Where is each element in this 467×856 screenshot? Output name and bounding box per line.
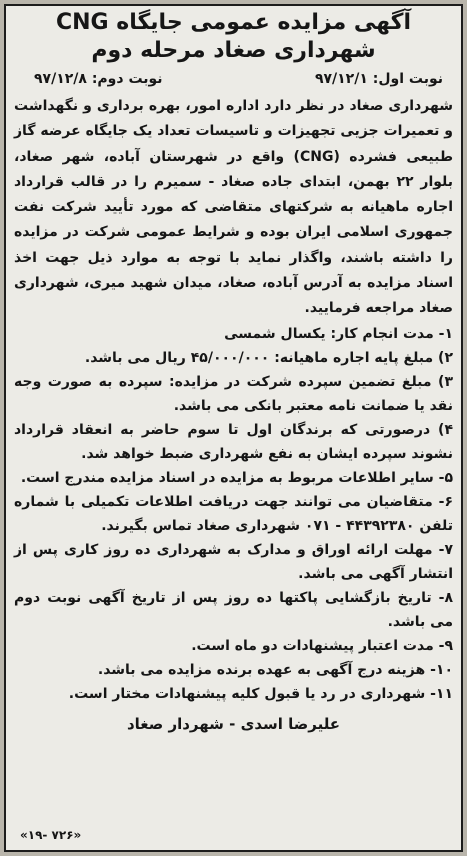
ad-subtitle: شهرداری صغاد مرحله دوم [91,38,376,63]
condition-item: ۲) مبلغ پایه اجاره ماهیانه: ۴۵/۰۰۰/۰۰۰ ریال می باشد. [84,349,453,366]
conditions-list [14,322,453,706]
first-round-date: نوبت اول: ۹۷/۱۲/۱ [314,71,443,87]
condition-item: ۱۱- شهرداری در رد یا قبول کلیه پیشنهادات مختار است. [68,685,453,702]
condition-item: ۱۰- هزینه درج آگهی به عهده برنده مزایده می باشد. [97,661,453,678]
condition-item: ۶- متقاضیان می توانند جهت دریافت اطلاعات تکمیلی با شماره تلفن ۴۴۳۹۲۳۸۰ - ۰۷۱ شهرداری صغاد تماس بگیرند. [14,493,453,534]
condition-item: ۸- تاریخ بازگشایی پاکتها ده روز پس از تاریخ آگهی نوبت دوم می باشد. [14,589,453,630]
ad-title: آگهی مزایده عمومی جایگاه CNG [55,10,412,35]
condition-item: ۷- مهلت ارائه اوراق و مدارک به شهرداری ده روز کاری پس از انتشار آگهی می باشد. [14,541,453,582]
publication-dates [14,68,453,90]
ad-code: «۱۹- ۷۲۶» [20,828,82,842]
second-round-date: نوبت دوم: ۹۷/۱۲/۸ [34,71,163,87]
signature: علیرضا اسدی - شهردار صغاد [126,714,341,733]
condition-item: ۹- مدت اعتبار پیشنهادات دو ماه است. [191,637,453,654]
condition-item: ۵- سایر اطلاعات مربوط به مزایده در اسناد مزایده مندرج است. [20,469,453,486]
advertisement-clipping [4,4,463,852]
intro-paragraph: شهرداری صغاد در نظر دارد اداره امور، بهره برداری و نگهداشت و تعمیرات جزیی تجهیزات و تاسیسات تعداد یک جایگاه عرضه گاز طبیعی فشرده (CNG) واقع در شهرستان آباده، شهر صغاد، بلوار ۲۲ بهمن، ابتدای جاده صغاد - سمیرم را در قالب قرارداد اجاره ماهیانه به شرکتهای متقاضی که مورد تأیید شرکت نفت جمهوری اسلامی ایران بوده و شرایط عمومی شرکت در مزایده را داشته باشند، واگذار نماید با توجه به موارد ذیل جهت اخذ اسناد مزایده به آدرس آباده، صغاد، میدان شهید میری، شهرداری صغاد مراجعه فرمایید. [14,98,454,317]
condition-item: ۱- مدت انجام کار: یکسال شمسی [224,325,453,342]
condition-item: ۳) مبلغ تضمین سپرده شرکت در مزایده: سپرده به صورت وجه نقد یا ضمانت نامه معتبر بانکی می باشد. [14,373,453,414]
condition-item: ۴) درصورتی که برندگان اول تا سوم حاضر به انعقاد قرارداد نشوند سپرده ایشان به نفع شهرداری ضبط خواهد شد. [14,421,453,462]
advertisement-body [6,6,461,736]
